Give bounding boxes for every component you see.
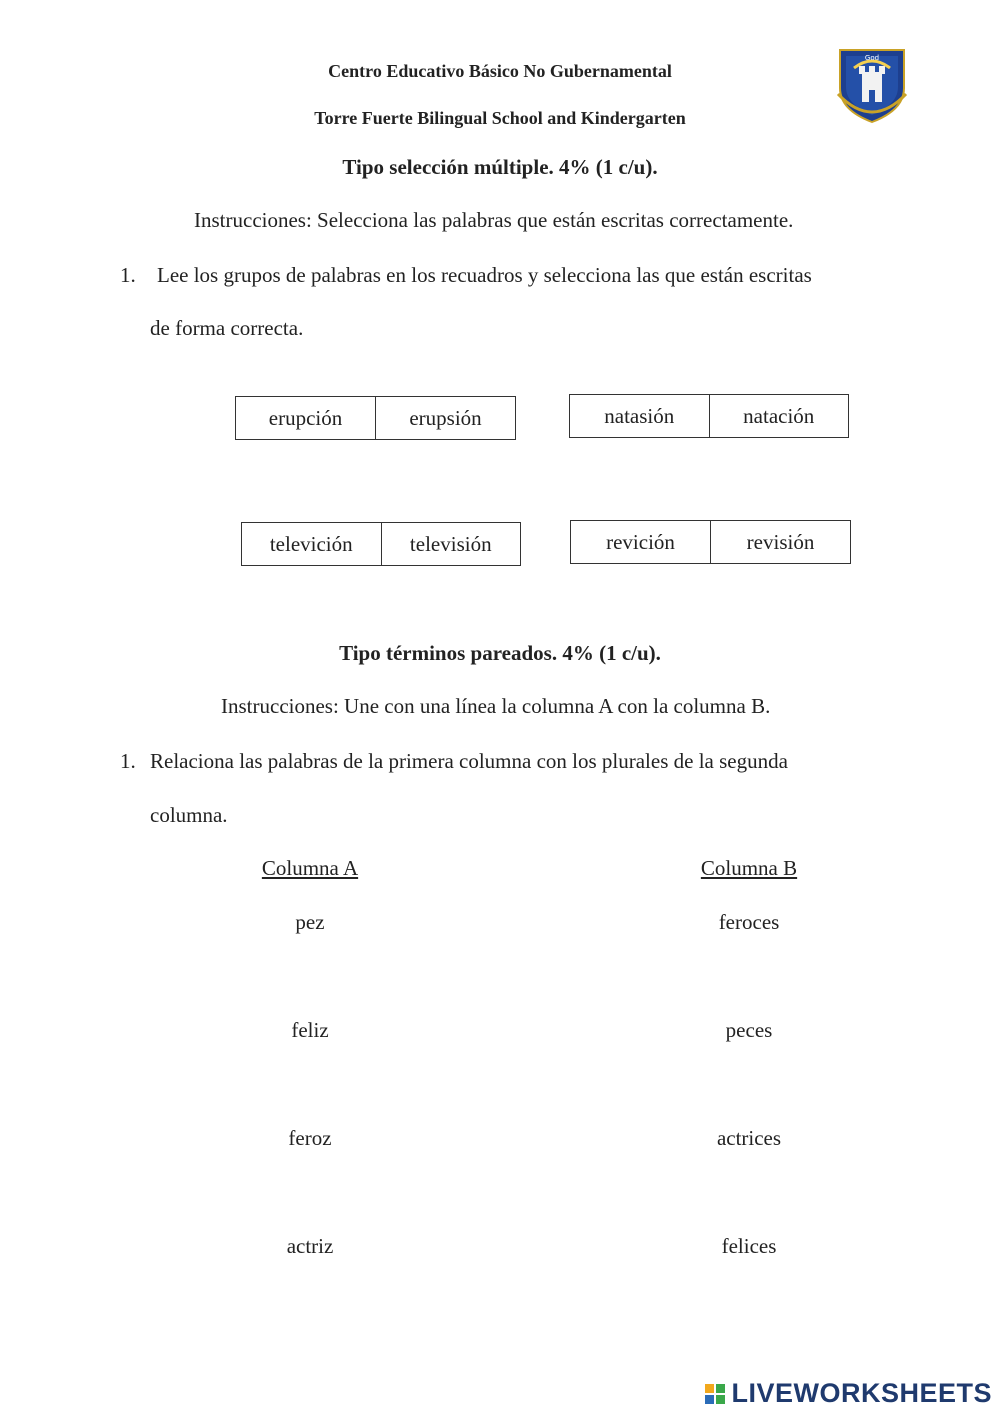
section2-question-line1: Relaciona las palabras de la primera columna con los plurales de la segunda <box>150 749 788 773</box>
word-pair-box <box>570 520 851 564</box>
logo-text: God <box>864 54 880 62</box>
column-b-title: Columna B <box>700 856 798 880</box>
word-option[interactable]: televición <box>269 531 353 556</box>
section2-title: Tipo términos pareados. 4% (1 c/u). <box>339 641 661 665</box>
section2-instructions: Instrucciones: Une con una línea la columna A con la columna B. <box>221 694 771 718</box>
word-option[interactable]: revición <box>606 529 675 554</box>
school-name-line1: Centro Educativo Básico No Gubernamental <box>328 61 672 81</box>
column-a-word[interactable]: feroz <box>288 1126 332 1150</box>
section1-question-number: 1. <box>120 263 136 287</box>
column-b-word[interactable]: felices <box>721 1234 777 1258</box>
section2-question-line2: columna. <box>150 803 228 827</box>
brand-text: LIVEWORKSHEETS <box>731 1378 992 1408</box>
section1-question-line1: Lee los grupos de palabras en los recuadros y selecciona las que están escritas <box>157 263 812 287</box>
word-option[interactable]: natación <box>709 395 849 437</box>
school-logo <box>832 44 912 124</box>
section2-question-number: 1. <box>120 749 136 773</box>
school-name-line2: Torre Fuerte Bilingual School and Kindergarten <box>314 108 686 128</box>
section1-question-line2: de forma correcta. <box>150 316 304 340</box>
word-pair-box <box>569 394 849 438</box>
word-option[interactable]: erupción <box>268 405 343 430</box>
column-a-title: Columna A <box>261 856 359 880</box>
word-option[interactable]: erupsión <box>375 397 515 439</box>
word-option[interactable]: televisión <box>381 523 521 565</box>
brand-icon <box>705 1384 725 1404</box>
word-pair-box <box>235 396 516 440</box>
section1-instructions: Instrucciones: Selecciona las palabras que están escritas correctamente. <box>194 208 794 232</box>
section1-title: Tipo selección múltiple. 4% (1 c/u). <box>342 155 658 179</box>
column-a-word[interactable]: pez <box>295 910 325 934</box>
word-option[interactable]: revisión <box>710 521 850 563</box>
liveworksheets-brand[interactable] <box>705 1378 992 1409</box>
column-b-word[interactable]: feroces <box>718 910 780 934</box>
column-b-word[interactable]: peces <box>725 1018 773 1042</box>
word-option[interactable]: natasión <box>604 403 675 428</box>
column-a-word[interactable]: actriz <box>286 1234 334 1258</box>
column-a-word[interactable]: feliz <box>291 1018 329 1042</box>
column-b-word[interactable]: actrices <box>716 1126 782 1150</box>
word-pair-box <box>241 522 521 566</box>
